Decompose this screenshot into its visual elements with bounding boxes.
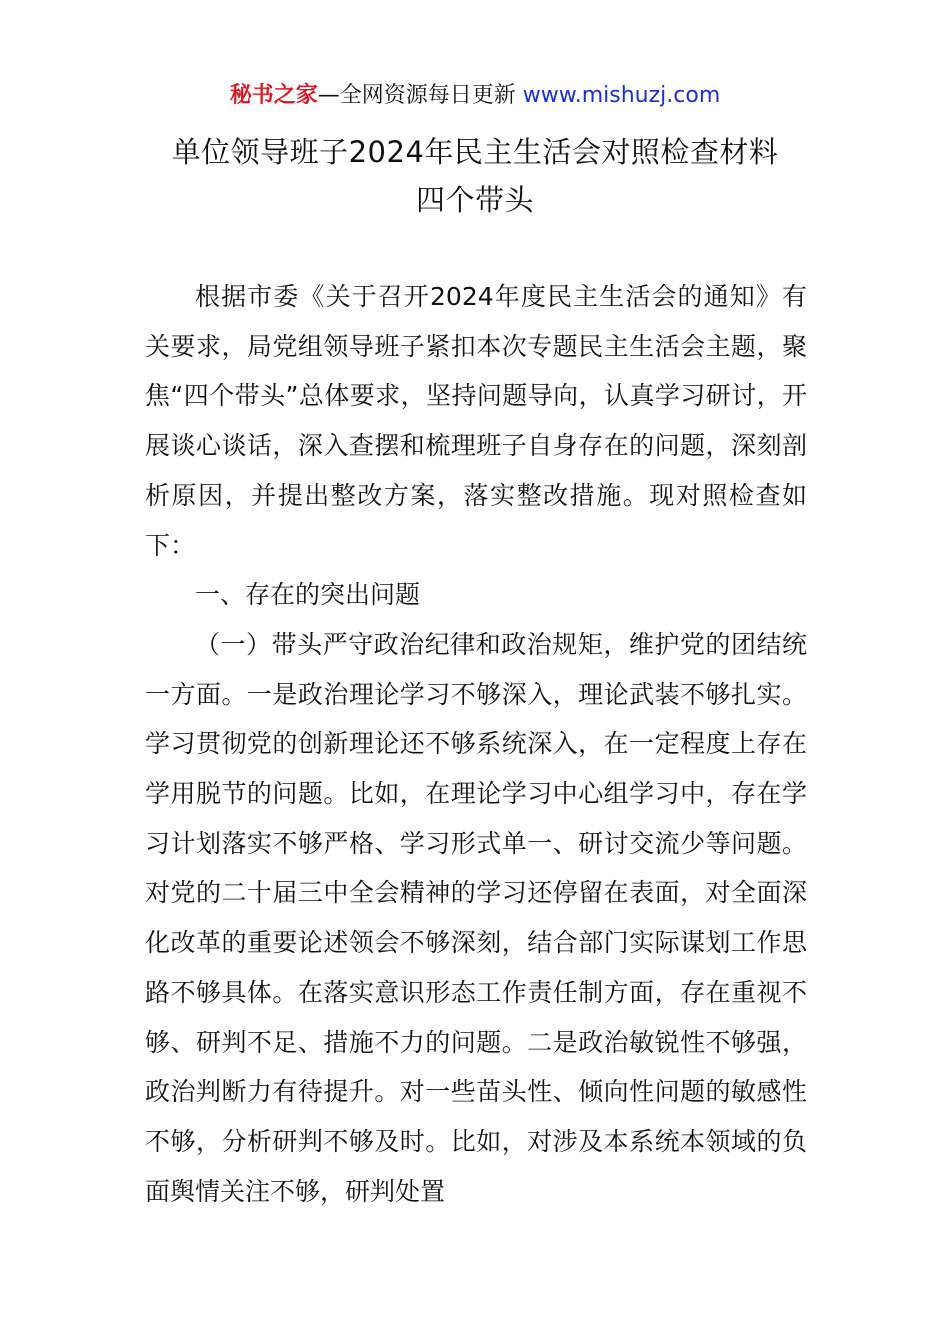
document-body (145, 272, 807, 1216)
intro-paragraph: 根据市委《关于召开2024年度民主生活会的通知》有关要求，局党组领导班子紧扣本次专题民主生活会主题，聚焦“四个带头”总体要求，坚持问题导向，认真学习研讨，开展谈心谈话，深入查摆和梳理班子自身存在的问题，深刻剖析原因，并提出整改方案，落实整改措施。现对照检查如下： (145, 282, 807, 560)
title-line-2: 四个带头 (415, 183, 534, 217)
site-brand: 秘书之家 (229, 83, 318, 108)
site-tagline: —全网资源每日更新 (317, 83, 516, 108)
site-url[interactable]: www.mishuzj.com (522, 83, 721, 108)
body-paragraph: （一）带头严守政治纪律和政治规矩，维护党的团结统一方面。一是政治理论学习不够深入，理论武装不够扎实。学习贯彻党的创新理论还不够系统深入，在一定程度上存在学用脱节的问题。比如，在理论学习中心组学习中，存在学习计划落实不够严格、学习形式单一、研讨交流少等问题。对党的二十届三中全会精神的学习还停留在表面，对全面深化改革的重要论述领会不够深刻，结合部门实际谋划工作思路不够具体。在落实意识形态工作责任制方面，存在重视不够、研判不足、措施不力的问题。二是政治敏锐性不够强，政治判断力有待提升。对一些苗头性、倾向性问题的敏感性不够，分析研判不够及时。比如，对涉及本系统本领域的负面舆情关注不够，研判处置 (145, 629, 807, 1206)
document-title (0, 128, 950, 224)
section-heading: 一、存在的突出问题 (195, 580, 421, 610)
title-line-1: 单位领导班子2024年民主生活会对照检查材料 (171, 135, 779, 169)
watermark-header (0, 80, 950, 112)
